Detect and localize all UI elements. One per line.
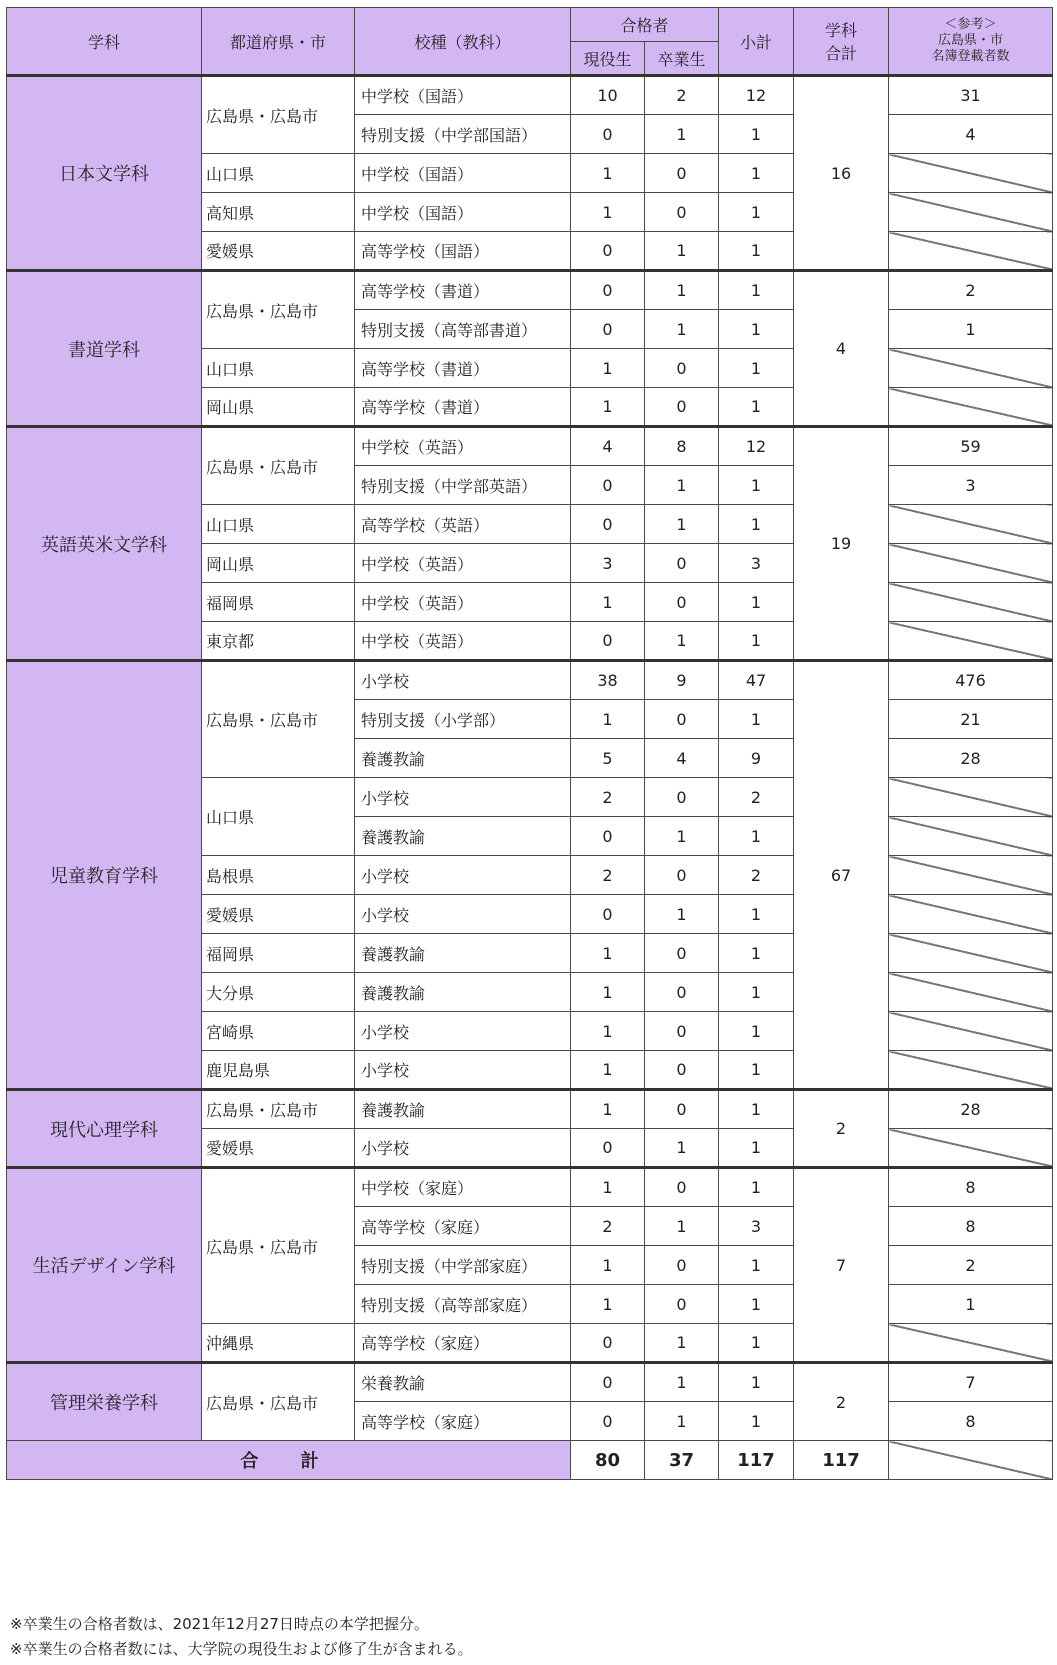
subtotal: 3 [719,544,794,583]
subtotal: 1 [719,232,794,271]
school-type: 小学校 [355,778,571,817]
grand-total-dept: 117 [794,1441,889,1480]
current-count: 0 [571,1129,645,1168]
reference-na-slash [889,154,1053,193]
prefecture: 広島県・広島市 [202,1168,355,1324]
prefecture: 岡山県 [202,388,355,427]
subtotal: 1 [719,1012,794,1051]
graduate-count: 0 [645,544,719,583]
table-body [7,76,1053,1480]
reference-count: 476 [889,661,1053,700]
footnote: ※卒業生の合格者数には、大学院の現役生および修了生が含まれる。 [10,1640,473,1658]
header-dept-total [794,8,889,76]
dept-name: 書道学科 [7,271,202,427]
dept-total: 2 [794,1090,889,1168]
reference-count: 1 [889,1285,1053,1324]
graduate-count: 1 [645,505,719,544]
subtotal: 1 [719,973,794,1012]
graduate-count: 0 [645,1285,719,1324]
reference-count: 31 [889,76,1053,115]
graduate-count: 1 [645,1324,719,1363]
graduate-count: 0 [645,973,719,1012]
school-type: 特別支援（中学部英語） [355,466,571,505]
current-count: 1 [571,1246,645,1285]
dept-name: 管理栄養学科 [7,1363,202,1441]
subtotal: 1 [719,388,794,427]
reference-count: 28 [889,1090,1053,1129]
current-count: 0 [571,895,645,934]
subtotal: 1 [719,817,794,856]
prefecture: 宮崎県 [202,1012,355,1051]
graduate-count: 0 [645,154,719,193]
school-type: 特別支援（高等部家庭） [355,1285,571,1324]
dept-name: 現代心理学科 [7,1090,202,1168]
subtotal: 1 [719,466,794,505]
header-dept-total-line2: 合計 [825,44,858,63]
dept-total: 4 [794,271,889,427]
graduate-count: 1 [645,1129,719,1168]
reference-na-slash [889,193,1053,232]
subtotal: 1 [719,505,794,544]
graduate-count: 0 [645,349,719,388]
school-type: 高等学校（英語） [355,505,571,544]
reference-na-slash [889,817,1053,856]
school-type: 特別支援（中学部家庭） [355,1246,571,1285]
reference-na-slash [889,583,1053,622]
current-count: 0 [571,232,645,271]
dept-name: 英語英米文学科 [7,427,202,661]
header-subtotal: 小計 [719,8,794,76]
current-count: 10 [571,76,645,115]
current-count: 1 [571,1168,645,1207]
subtotal: 12 [719,76,794,115]
footnote: ※卒業生の合格者数は、2021年12月27日時点の本学把握分。 [10,1615,429,1633]
graduate-count: 0 [645,700,719,739]
reference-na-slash [889,388,1053,427]
school-type: 高等学校（書道） [355,271,571,310]
dept-total: 2 [794,1363,889,1441]
reference-na-slash [889,856,1053,895]
reference-na-slash [889,622,1053,661]
graduate-count: 0 [645,778,719,817]
prefecture: 沖縄県 [202,1324,355,1363]
prefecture: 広島県・広島市 [202,76,355,154]
school-type: 小学校 [355,1012,571,1051]
header-dept: 学科 [7,8,202,76]
grand-total-label: 合 計 [7,1441,571,1480]
subtotal: 1 [719,1324,794,1363]
school-type: 高等学校（書道） [355,349,571,388]
reference-na-slash [889,232,1053,271]
reference-na-slash [889,778,1053,817]
school-type: 養護教諭 [355,973,571,1012]
subtotal: 1 [719,1129,794,1168]
reference-na-slash [889,1324,1053,1363]
reference-count: 59 [889,427,1053,466]
current-count: 3 [571,544,645,583]
subtotal: 1 [719,349,794,388]
current-count: 1 [571,154,645,193]
school-type: 中学校（国語） [355,76,571,115]
header-type: 校種（教科） [355,8,571,76]
school-type: 小学校 [355,1051,571,1090]
subtotal: 12 [719,427,794,466]
school-type: 小学校 [355,856,571,895]
school-type: 栄養教諭 [355,1363,571,1402]
graduate-count: 8 [645,427,719,466]
prefecture: 山口県 [202,349,355,388]
subtotal: 1 [719,1090,794,1129]
reference-count: 4 [889,115,1053,154]
header-ref-line1: ＜参考＞ [944,17,997,32]
subtotal: 1 [719,1363,794,1402]
table-row [7,427,1053,466]
school-type: 中学校（英語） [355,583,571,622]
subtotal: 1 [719,583,794,622]
graduate-count: 0 [645,1051,719,1090]
school-type: 養護教諭 [355,1090,571,1129]
subtotal: 1 [719,1051,794,1090]
current-count: 0 [571,466,645,505]
reference-count: 8 [889,1168,1053,1207]
prefecture: 広島県・広島市 [202,427,355,505]
prefecture: 愛媛県 [202,1129,355,1168]
subtotal: 2 [719,856,794,895]
reference-count: 1 [889,310,1053,349]
reference-na-slash [889,349,1053,388]
prefecture: 福岡県 [202,583,355,622]
school-type: 養護教諭 [355,934,571,973]
current-count: 0 [571,1402,645,1441]
reference-na-slash [889,544,1053,583]
prefecture: 広島県・広島市 [202,1363,355,1441]
school-type: 特別支援（中学部国語） [355,115,571,154]
table-row [7,1363,1053,1402]
current-count: 2 [571,778,645,817]
reference-na-slash [889,505,1053,544]
subtotal: 47 [719,661,794,700]
graduate-count: 0 [645,934,719,973]
school-type: 高等学校（家庭） [355,1324,571,1363]
graduate-count: 1 [645,115,719,154]
subtotal: 1 [719,193,794,232]
dept-name: 生活デザイン学科 [7,1168,202,1363]
school-type: 特別支援（小学部） [355,700,571,739]
graduate-count: 0 [645,1168,719,1207]
table-row [7,76,1053,115]
current-count: 1 [571,193,645,232]
results-table [6,7,1053,1480]
current-count: 0 [571,1324,645,1363]
footnotes [10,1612,473,1662]
current-count: 1 [571,349,645,388]
graduate-count: 1 [645,1207,719,1246]
current-count: 1 [571,1051,645,1090]
prefecture: 広島県・広島市 [202,661,355,778]
reference-count: 3 [889,466,1053,505]
current-count: 1 [571,700,645,739]
reference-na-slash [889,973,1053,1012]
current-count: 5 [571,739,645,778]
reference-na-slash [889,1051,1053,1090]
reference-na-slash [889,934,1053,973]
header-current: 現役生 [571,42,645,76]
current-count: 0 [571,115,645,154]
prefecture: 山口県 [202,154,355,193]
reference-na-slash [889,895,1053,934]
subtotal: 1 [719,115,794,154]
subtotal: 1 [719,1402,794,1441]
header-reference [889,8,1053,76]
graduate-count: 0 [645,193,719,232]
graduate-count: 0 [645,388,719,427]
dept-total: 67 [794,661,889,1090]
subtotal: 1 [719,895,794,934]
school-type: 中学校（英語） [355,427,571,466]
graduate-count: 4 [645,739,719,778]
current-count: 1 [571,934,645,973]
table-row [7,271,1053,310]
table-row [7,661,1053,700]
prefecture: 広島県・広島市 [202,1090,355,1129]
grand-total-subtotal: 117 [719,1441,794,1480]
school-type: 小学校 [355,661,571,700]
graduate-count: 1 [645,895,719,934]
school-type: 高等学校（家庭） [355,1207,571,1246]
reference-count: 8 [889,1402,1053,1441]
dept-total: 16 [794,76,889,271]
subtotal: 3 [719,1207,794,1246]
subtotal: 9 [719,739,794,778]
graduate-count: 1 [645,232,719,271]
prefecture: 山口県 [202,778,355,856]
current-count: 0 [571,271,645,310]
prefecture: 東京都 [202,622,355,661]
current-count: 0 [571,1363,645,1402]
current-count: 1 [571,973,645,1012]
current-count: 2 [571,1207,645,1246]
subtotal: 1 [719,1246,794,1285]
reference-count: 28 [889,739,1053,778]
prefecture: 鹿児島県 [202,1051,355,1090]
current-count: 1 [571,1090,645,1129]
prefecture: 大分県 [202,973,355,1012]
graduate-count: 1 [645,1402,719,1441]
current-count: 1 [571,388,645,427]
prefecture: 高知県 [202,193,355,232]
current-count: 0 [571,622,645,661]
dept-total: 7 [794,1168,889,1363]
current-count: 4 [571,427,645,466]
graduate-count: 0 [645,1246,719,1285]
school-type: 特別支援（高等部書道） [355,310,571,349]
school-type: 高等学校（書道） [355,388,571,427]
subtotal: 1 [719,1168,794,1207]
reference-na-slash [889,1129,1053,1168]
school-type: 中学校（国語） [355,154,571,193]
current-count: 38 [571,661,645,700]
subtotal: 1 [719,271,794,310]
header-ref-line3: 名簿登載者数 [931,49,1010,64]
reference-count: 8 [889,1207,1053,1246]
subtotal: 1 [719,1285,794,1324]
graduate-count: 1 [645,622,719,661]
table-row [7,1090,1053,1129]
graduate-count: 0 [645,1012,719,1051]
header-ref-line2: 広島県・市 [938,33,1004,48]
graduate-count: 0 [645,583,719,622]
subtotal: 2 [719,778,794,817]
grand-total-graduate: 37 [645,1441,719,1480]
dept-name: 児童教育学科 [7,661,202,1090]
school-type: 小学校 [355,895,571,934]
graduate-count: 0 [645,856,719,895]
current-count: 1 [571,1012,645,1051]
header-graduate: 卒業生 [645,42,719,76]
current-count: 2 [571,856,645,895]
graduate-count: 1 [645,1363,719,1402]
header-passers: 合格者 [571,8,719,42]
grand-total-reference-slash [889,1441,1053,1480]
school-type: 養護教諭 [355,739,571,778]
school-type: 中学校（英語） [355,544,571,583]
subtotal: 1 [719,154,794,193]
graduate-count: 9 [645,661,719,700]
current-count: 1 [571,583,645,622]
table-row [7,1168,1053,1207]
school-type: 高等学校（家庭） [355,1402,571,1441]
prefecture: 岡山県 [202,544,355,583]
current-count: 0 [571,310,645,349]
grand-total-row [7,1441,1053,1480]
graduate-count: 1 [645,466,719,505]
school-type: 中学校（英語） [355,622,571,661]
header-dept-total-line1: 学科 [825,21,858,40]
reference-count: 2 [889,1246,1053,1285]
graduate-count: 1 [645,817,719,856]
reference-count: 7 [889,1363,1053,1402]
school-type: 高等学校（国語） [355,232,571,271]
graduate-count: 2 [645,76,719,115]
school-type: 小学校 [355,1129,571,1168]
prefecture: 福岡県 [202,934,355,973]
graduate-count: 1 [645,310,719,349]
dept-name: 日本文学科 [7,76,202,271]
reference-count: 2 [889,271,1053,310]
school-type: 中学校（国語） [355,193,571,232]
prefecture: 山口県 [202,505,355,544]
subtotal: 1 [719,310,794,349]
current-count: 1 [571,1285,645,1324]
header-pref: 都道府県・市 [202,8,355,76]
graduate-count: 0 [645,1090,719,1129]
prefecture: 愛媛県 [202,232,355,271]
subtotal: 1 [719,622,794,661]
grand-total-current: 80 [571,1441,645,1480]
current-count: 0 [571,505,645,544]
subtotal: 1 [719,934,794,973]
current-count: 0 [571,817,645,856]
reference-na-slash [889,1012,1053,1051]
reference-count: 21 [889,700,1053,739]
subtotal: 1 [719,700,794,739]
dept-total: 19 [794,427,889,661]
graduate-count: 1 [645,271,719,310]
prefecture: 愛媛県 [202,895,355,934]
prefecture: 島根県 [202,856,355,895]
school-type: 中学校（家庭） [355,1168,571,1207]
school-type: 養護教諭 [355,817,571,856]
prefecture: 広島県・広島市 [202,271,355,349]
